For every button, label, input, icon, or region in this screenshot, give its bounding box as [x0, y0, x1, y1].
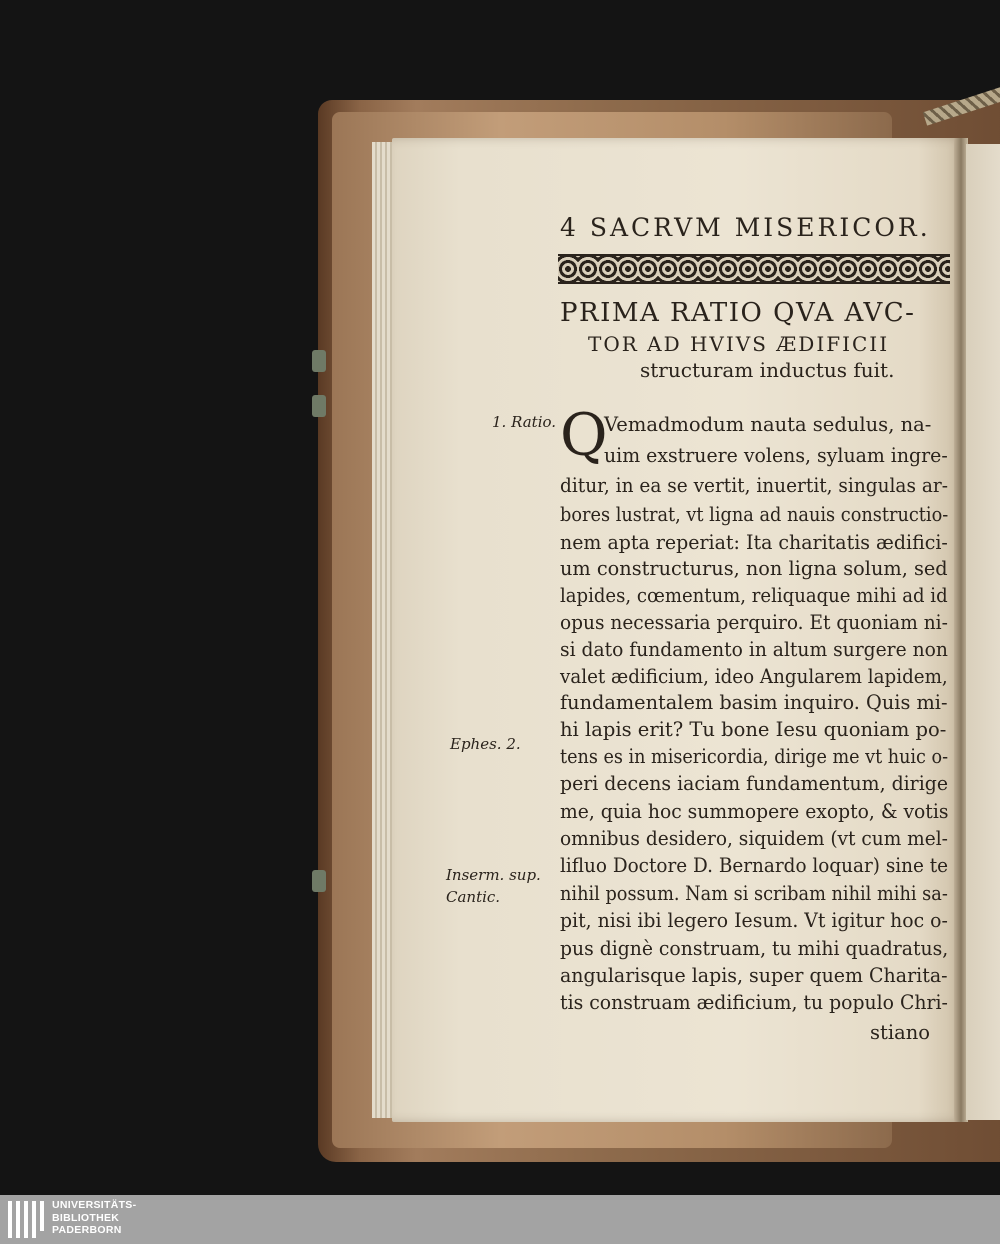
body-line: tens es in misericordia, dirige me vt huic o- — [560, 745, 949, 768]
chapter-heading-line: PRIMA RATIO QVA AVC- — [560, 298, 916, 328]
drop-cap: Q — [560, 401, 608, 469]
facing-page-edge — [966, 144, 1000, 1120]
body-line: lifluo Doctore D. Bernardo loquar) sine te — [560, 854, 949, 877]
clasp-stud — [312, 350, 326, 372]
body-line: fundamentalem basim inquiro. Quis mi- — [560, 691, 948, 714]
body-line: ditur, in ea se vertit, inuertit, singulas ar- — [560, 474, 948, 497]
library-logo-icon — [8, 1201, 44, 1238]
body-line: um constructurus, non ligna solum, sed — [560, 557, 948, 580]
body-line: bores lustrat, vt ligna ad nauis constructio- — [560, 503, 949, 526]
clasp-stud — [312, 395, 326, 417]
body-line: valet ædificium, ideo Angularem lapidem, — [560, 665, 948, 688]
body-line: pus dignè construam, tu mihi quadratus, — [560, 937, 949, 960]
library-logo-text — [52, 1199, 136, 1237]
body-line: Vemadmodum nauta sedulus, na- — [604, 413, 932, 436]
body-line: si dato fundamento in altum surgere non — [560, 638, 948, 661]
chapter-heading-line: structuram inductus fuit. — [640, 358, 895, 382]
body-line: opus necessaria perquiro. Et quoniam ni- — [560, 611, 948, 634]
margin-note: Inserm. sup. — [446, 866, 541, 884]
clasp-stud — [312, 870, 326, 892]
body-line: tis construam ædificium, tu populo Chri- — [560, 991, 948, 1014]
body-line: lapides, cœmentum, reliquaque mihi ad id — [560, 584, 948, 607]
running-head: 4 SACRVM MISERICOR. — [560, 213, 931, 242]
body-line: peri decens iaciam fundamentum, dirige — [560, 772, 948, 795]
margin-note: Ephes. 2. — [450, 735, 521, 753]
ornament-band — [558, 254, 950, 284]
body-line: pit, nisi ibi legero Iesum. Vt igitur hoc o- — [560, 909, 948, 932]
library-footer — [0, 1195, 1000, 1244]
margin-note: Cantic. — [446, 888, 501, 906]
body-line: omnibus desidero, siquidem (vt cum mel- — [560, 827, 948, 850]
body-line: stiano — [870, 1021, 931, 1044]
margin-note: 1. Ratio. — [492, 413, 557, 431]
logo-line: PADERBORN — [52, 1224, 122, 1236]
body-line: hi lapis erit? Tu bone Iesu quoniam po- — [560, 718, 947, 741]
body-line: uim exstruere volens, syluam ingre- — [604, 444, 948, 467]
logo-line: UNIVERSITÄTS- — [52, 1199, 137, 1211]
body-line: angularisque lapis, super quem Charita- — [560, 964, 948, 987]
body-line: nem apta reperiat: Ita charitatis ædifici- — [560, 531, 948, 554]
body-line: nihil possum. Nam si scribam nihil mihi sa- — [560, 882, 948, 905]
body-line: me, quia hoc summopere exopto, & votis — [560, 800, 949, 823]
logo-line: BIBLIOTHEK — [52, 1211, 120, 1224]
chapter-heading-line: TOR AD HVIVS ÆDIFICII — [588, 332, 890, 356]
